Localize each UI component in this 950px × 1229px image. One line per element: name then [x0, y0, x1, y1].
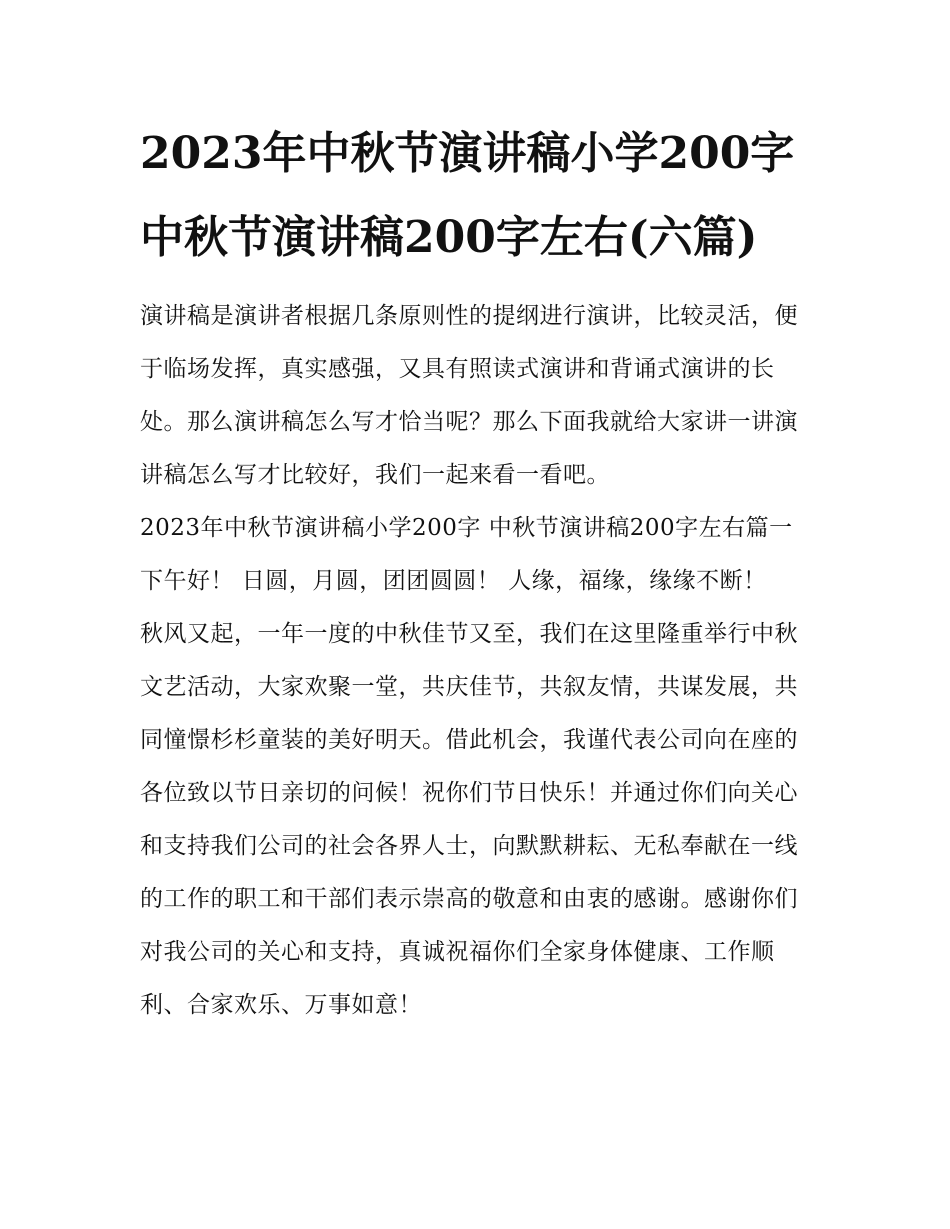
document-title: 2023年中秋节演讲稿小学200字 中秋节演讲稿200字左右(六篇) — [140, 128, 795, 263]
document-body — [140, 290, 812, 1032]
paragraph-intro: 演讲稿是演讲者根据几条原则性的提纲进行演讲，比较灵活，便于临场发挥，真实感强，又具有照读式演讲和背诵式演讲的长处。那么演讲稿怎么写才恰当呢？那么下面我就给大家讲一讲演讲稿怎么写才比较好，我们一起来看一看吧。 — [140, 303, 798, 488]
document-content — [140, 112, 812, 1032]
paragraph-section-heading: 2023年中秋节演讲稿小学200字 中秋节演讲稿200字左右篇一 下午好！ 日圆，月圆，团团圆圆！ 人缘，福缘，缘缘不断！ — [140, 515, 793, 594]
paragraph-speech-body: 秋风又起，一年一度的中秋佳节又至，我们在这里隆重举行中秋文艺活动，大家欢聚一堂，共庆佳节，共叙友情，共谋发展，共同憧憬杉杉童装的美好明天。借此机会，我谨代表公司向在座的各位致以节日亲切的问候！祝你们节日快乐！并通过你们向关心和支持我们公司的社会各界人士，向默默耕耘、无私奉献在一线的工作的职工和干部们表示崇高的敬意和由衷的感谢。感谢你们对我公司的关心和支持，真诚祝福你们全家身体健康、工作顺利、合家欢乐、万事如意！ — [140, 621, 798, 1018]
